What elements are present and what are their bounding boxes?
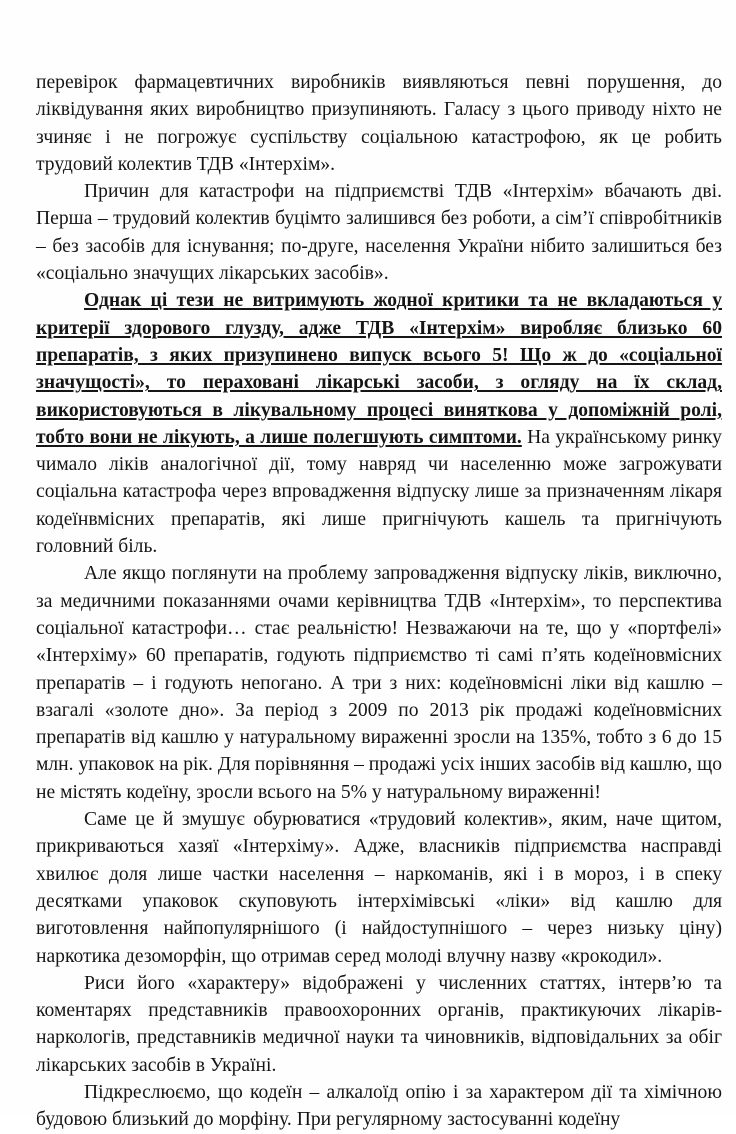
paragraph-rebuttal-rest: На українському ринку чимало ліків аналогічної дії, тому навряд чи населенню може загрожувати соціальна катастрофа через впровадження відпуску лише за призначенням лікаря кодеїнвмісних препаратів, які лише пригнічують кашель та пригнічують головний біль. bbox=[36, 426, 722, 558]
paragraph-codeine: Підкреслюємо, що кодеїн – алкалоїд опію і за характером дії та хімічною будовою близький до морфіну. При регулярному застосуванні кодеїну bbox=[36, 1081, 722, 1131]
paragraph-owners: Саме це й змушує обурюватися «трудовий колектив», яким, наче щитом, прикриваються хазяї «Інтерхіму». Адже, власників підприємства насправді хвилює доля лише частки населення – наркоманів, які і в мороз, і в спеку десятками упаковок скуповують інтерхімівські «ліки» від кашлю для виготовлення найпопулярнішого (і найдоступнішого – через низьку ціну) наркотика дезоморфін, що отримав серед молоді влучну назву «крокодил». bbox=[36, 809, 722, 967]
paragraph-continuation: перевірок фармацевтичних виробників виявляються певні порушення, до ліквідування яких виробництво призупиняють. Галасу з цього приводу ніхто не зчиняє і не погрожує суспільству соціальною катастрофою, як це робить трудовий колектив ТДВ «Інтерхім». bbox=[36, 72, 722, 175]
emphasized-statement: Однак ці тези не витримують жодної критики та не вкладаються у критерії здорового глузду, адже ТДВ «Інтерхім» виробляє близько 60 препаратів, з яких призупинено випуск всього 5! Що ж до «соціальної значущості», то пераховані лікарські засоби, з огляду на їх склад, використовуються в лікувальному процесі виняткова у допоміжній ролі, тобто вони не лікують, а лише полегшують симптоми. bbox=[36, 290, 722, 448]
paragraph-rebuttal bbox=[36, 287, 722, 560]
paragraph-character: Риси його «характеру» відображені у численних статтях, інтерв’ю та коментарях представників правоохоронних органів, практикуючих лікарів-наркологів, представників медичної науки та чиновників, відповідальних за обіг лікарських засобів в Україні. bbox=[36, 972, 722, 1076]
document-body bbox=[36, 69, 722, 1134]
paragraph-sales: Але якщо поглянути на проблему запровадження відпуску ліків, виключно, за медичними показаннями очами керівництва ТДВ «Інтерхім», то перспектива соціальної катастрофи… стає реальністю! Незважаючи на те, що у «портфелі» «Інтерхіму» 60 препаратів, годують підприємство ті самі п’ять кодеїновмісних препаратів – і годують непогано. А три з них: кодеїновмісні ліки від кашлю – взагалі «золоте дно». За період з 2009 по 2013 рік продажі кодеїновмісних препаратів від кашлю у натуральному вираженні зросли на 135%, тобто з 6 до 15 млн. упаковок на рік. Для порівняння – продажі усіх інших засобів від кашлю, що не містять кодеїну, зросли всього на 5% у натуральному вираженні! bbox=[36, 563, 722, 803]
paragraph-reasons: Причин для катастрофи на підприємстві ТДВ «Інтерхім» вбачають дві. Перша – трудовий колектив буцімто залишився без роботи, а сім’ї співробітників – без засобів для існування; по-друге, населення України нібито залишиться без «соціально значущих лікарських засобів». bbox=[36, 181, 722, 285]
